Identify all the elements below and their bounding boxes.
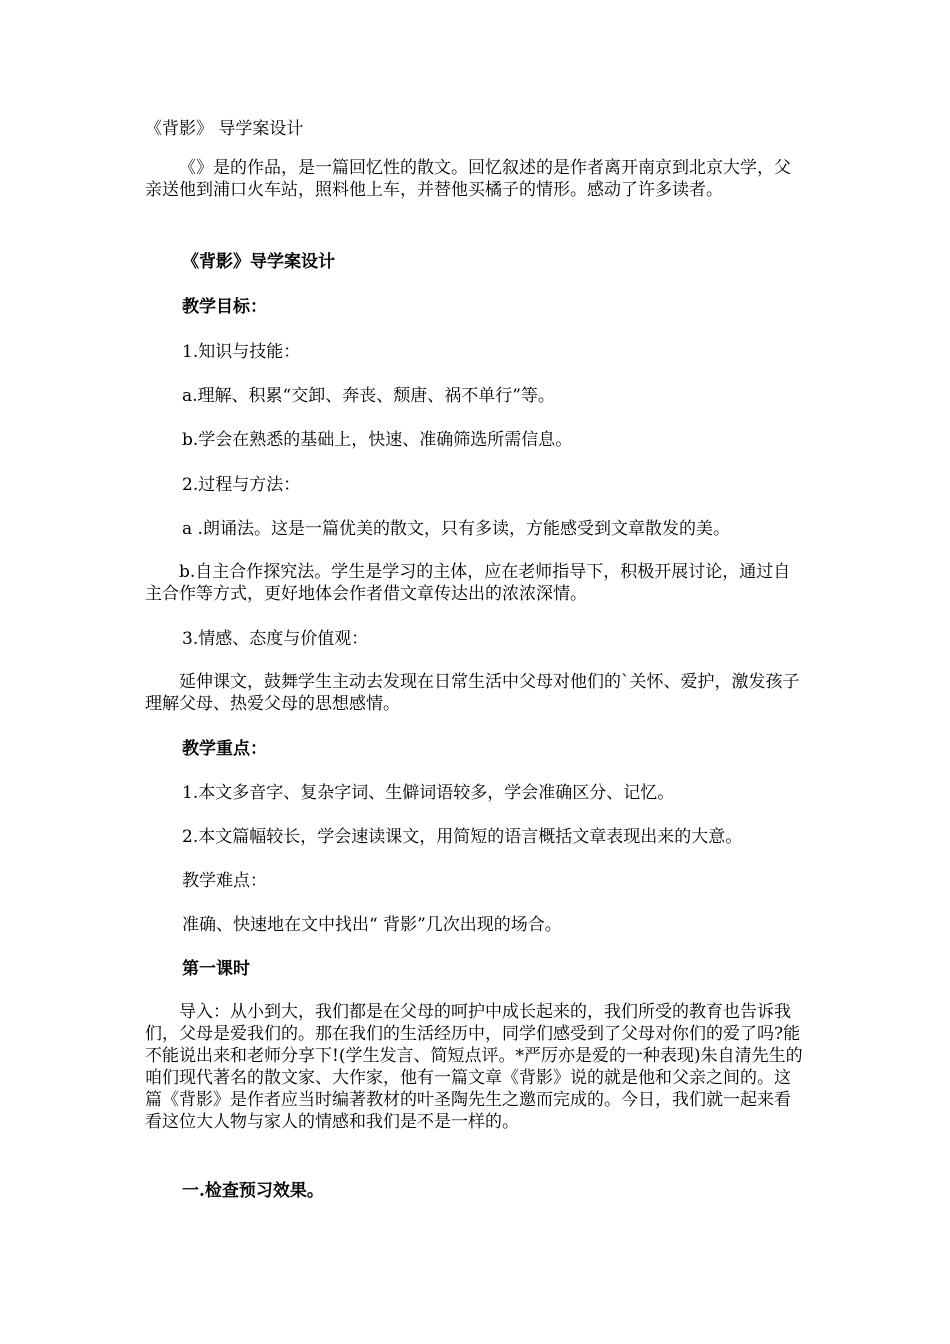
lesson-1-intro: 导入：从小到大，我们都是在父母的呵护中成长起来的，我们所受的教育也告诉我们，父母是爱我们的。那在我们的生活经历中，同学们感受到了父母对你们的爱了吗?能不能说出来和老师分享下!(学生发言、简短点评。*严厉亦是爱的一种表现)朱自清先生的咱们现代著名的散文家、大作家，他有一篇文章《背影》说的就是他和父亲之间的。这篇《背影》是作者应当时编著教材的叶圣陶先生之邀而完成的。今日，我们就一起来看看这位大人物与家人的情感和我们是不是一样的。: [145, 1002, 803, 1132]
goal-3-text: 延伸课文，鼓舞学生主动去发现在日常生活中父母对他们的`关怀、爱护，激发孩子理解父母、热爱父母的思想感情。: [145, 672, 800, 714]
goal-2b: b.自主合作探究法。学生是学习的主体，应在老师指导下，积极开展讨论，通过自主合作等方式，更好地体会作者借文章传达出的浓浓深情。: [145, 562, 791, 604]
top-title: 《背影》 导学案设计: [145, 119, 304, 139]
goal-1b: b.学会在熟悉的基础上，快速、准确筛选所需信息。: [182, 430, 573, 450]
heading-title: 《背影》导学案设计: [182, 252, 335, 272]
goal-1a: a.理解、积累“交卸、奔丧、颓唐、祸不单行”等。: [182, 386, 555, 406]
key-heading: 教学重点：: [182, 739, 267, 759]
goal-3: 3.情感、态度与价值观：: [182, 629, 369, 649]
intro-paragraph: 《》是的作品，是一篇回忆性的散文。回忆叙述的是作者离开南京到北京大学，父亲送他到浦口火车站，照料他上车，并替他买橘子的情形。感动了许多读者。: [145, 158, 791, 200]
goal-2: 2.过程与方法：: [182, 475, 301, 495]
lesson-1-heading: 第一课时: [182, 959, 250, 979]
difficulty-text: 准确、快速地在文中找出“ 背影”几次出现的场合。: [182, 915, 562, 935]
difficulty-heading: 教学难点：: [182, 871, 267, 891]
key-point-2: 2.本文篇幅较长，学会速读课文，用简短的语言概括文章表现出来的大意。: [182, 827, 743, 847]
goal-1: 1.知识与技能：: [182, 342, 301, 362]
goals-heading: 教学目标：: [182, 297, 267, 317]
goal-2a: a .朗诵法。这是一篇优美的散文，只有多读，方能感受到文章散发的美。: [182, 519, 730, 539]
key-point-1: 1.本文多音字、复杂字词、生僻词语较多，学会准确区分、记忆。: [182, 783, 675, 803]
section-1-heading: 一.检查预习效果。: [182, 1181, 324, 1201]
